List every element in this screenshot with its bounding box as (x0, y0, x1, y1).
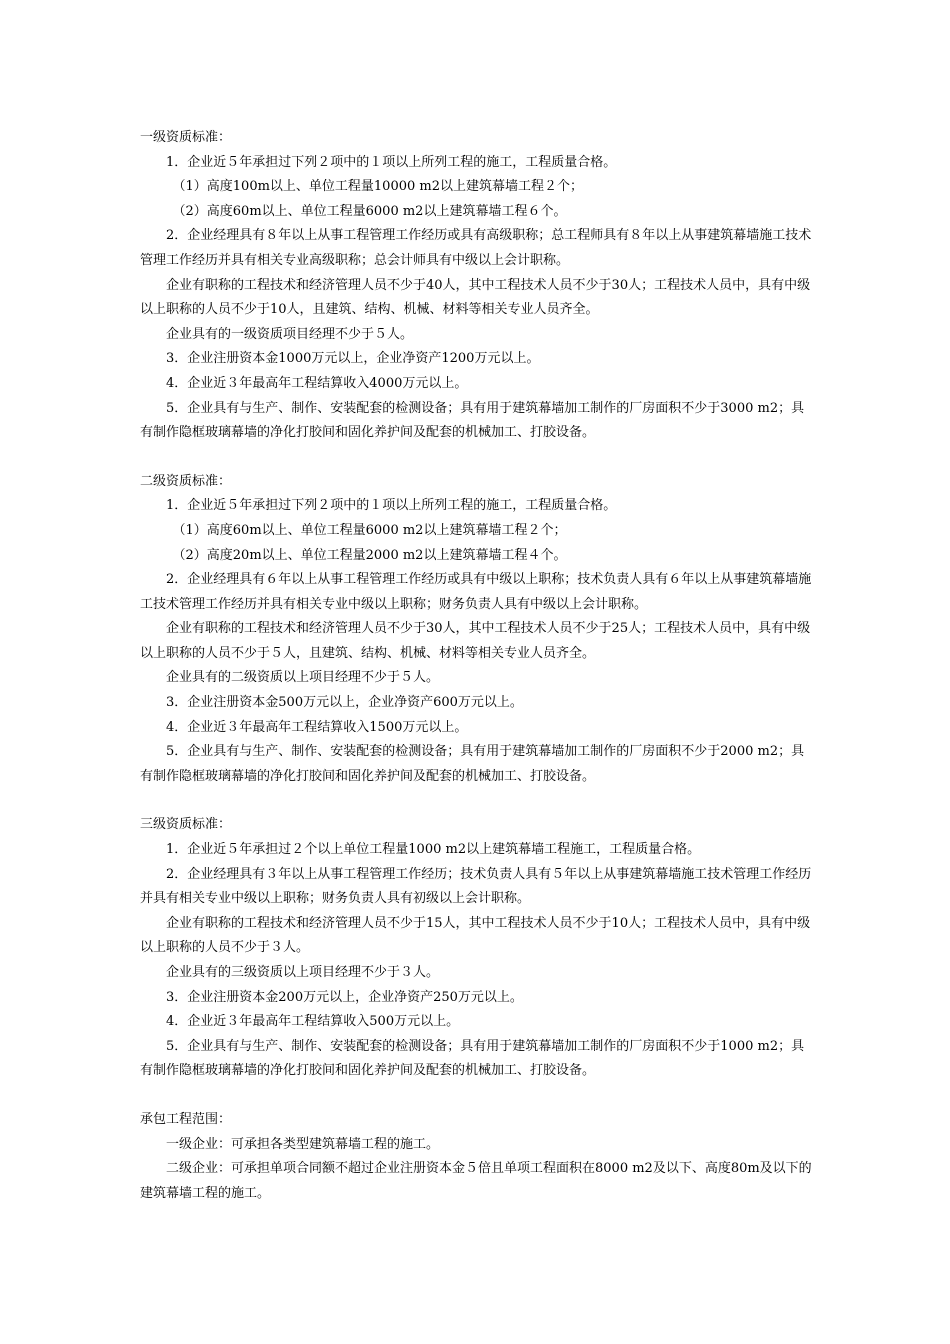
section-title: 一级资质标准： (140, 130, 232, 145)
paragraph: 企业具有的三级资质以上项目经理不少于３人。 (166, 965, 440, 980)
section-spacer (140, 789, 812, 813)
paragraph: 2．企业经理具有６年以上从事工程管理工作经历或具有中级以上职称；技术负责人具有６年以上从事建筑幕墙施工技术管理工作经历并具有相关专业中级以上职称；财务负责人具有中级以上会计职称。 (140, 572, 812, 612)
paragraph: 企业有职称的工程技术和经济管理人员不少于40人，其中工程技术人员不少于30人；工程技术人员中，具有中级以上职称的人员不少于10人，且建筑、结构、机械、材料等相关专业人员齐全。 (140, 277, 811, 318)
paragraph: 企业有职称的工程技术和经济管理人员不少于15人，其中工程技术人员不少于10人；工程技术人员中，具有中级以上职称的人员不少于３人。 (140, 915, 811, 956)
paragraph: 5．企业具有与生产、制作、安装配套的检测设备；具有用于建筑幕墙加工制作的厂房面积不少于2000 m2；具有制作隐框玻璃幕墙的净化打胶间和固化养护间及配套的机械加工、打胶设备。 (140, 744, 805, 784)
paragraph: 3．企业注册资本金200万元以上，企业净资产250万元以上。 (166, 989, 523, 1005)
paragraph: 1．企业近５年承担过下列２项中的１项以上所列工程的施工，工程质量合格。 (166, 154, 617, 170)
section-title: 二级资质标准： (140, 473, 232, 489)
document-body (140, 126, 812, 1206)
paragraph: 一级企业：可承担各类型建筑幕墙工程的施工。 (166, 1136, 440, 1152)
sub-item: （1）高度100m以上、单位工程量10000 m2以上建筑幕墙工程２个； (172, 179, 583, 195)
paragraph: 2．企业经理具有３年以上从事工程管理工作经历；技术负责人具有５年以上从事建筑幕墙施工技术管理工作经历并具有相关专业中级以上职称；财务负责人具有初级以上会计职称。 (140, 866, 812, 907)
section-4 (140, 1108, 812, 1206)
paragraph: 1．企业近５年承担过下列２项中的１项以上所列工程的施工，工程质量合格。 (166, 498, 617, 514)
paragraph: 4．企业近３年最高年工程结算收入4000万元以上。 (166, 375, 468, 391)
paragraph: 5．企业具有与生产、制作、安装配套的检测设备；具有用于建筑幕墙加工制作的厂房面积不少于3000 m2；具有制作隐框玻璃幕墙的净化打胶间和固化养护间及配套的机械加工、打胶设备。 (140, 400, 805, 441)
paragraph: 企业具有的二级资质以上项目经理不少于５人。 (166, 670, 440, 686)
paragraph: 二级企业：可承担单项合同额不超过企业注册资本金５倍且单项工程面积在8000 m2及以下、高度80m及以下的建筑幕墙工程的施工。 (140, 1161, 812, 1201)
paragraph: 企业具有的一级资质项目经理不少于５人。 (166, 326, 414, 342)
paragraph: 1．企业近５年承担过２个以上单位工程量1000 m2以上建筑幕墙工程施工，工程质量合格。 (166, 842, 701, 858)
sub-item: （2）高度20m以上、单位工程量2000 m2以上建筑幕墙工程４个。 (172, 547, 567, 563)
paragraph: 3．企业注册资本金1000万元以上，企业净资产1200万元以上。 (166, 351, 540, 367)
sub-item: （1）高度60m以上、单位工程量6000 m2以上建筑幕墙工程２个； (172, 522, 567, 538)
section-3 (140, 813, 812, 1084)
paragraph: 2．企业经理具有８年以上从事工程管理工作经历或具有高级职称；总工程师具有８年以上从事建筑幕墙施工技术管理工作经历并具有相关专业高级职称；总会计师具有中级以上会计职称。 (140, 228, 812, 268)
section-title: 承包工程范围： (140, 1111, 232, 1127)
paragraph: 4．企业近３年最高年工程结算收入1500万元以上。 (166, 719, 468, 735)
section-spacer (140, 446, 812, 470)
paragraph: 企业有职称的工程技术和经济管理人员不少于30人，其中工程技术人员不少于25人；工程技术人员中，具有中级以上职称的人员不少于５人，且建筑、结构、机械、材料等相关专业人员齐全。 (140, 621, 811, 661)
section-spacer (140, 1084, 812, 1108)
section-2 (140, 470, 812, 790)
section-1 (140, 126, 812, 446)
section-title: 三级资质标准： (140, 817, 232, 833)
paragraph: 3．企业注册资本金500万元以上，企业净资产600万元以上。 (166, 695, 523, 711)
paragraph: 4．企业近３年最高年工程结算收入500万元以上。 (166, 1014, 460, 1030)
paragraph: 5．企业具有与生产、制作、安装配套的检测设备；具有用于建筑幕墙加工制作的厂房面积不少于1000 m2；具有制作隐框玻璃幕墙的净化打胶间和固化养护间及配套的机械加工、打胶设备。 (140, 1038, 805, 1079)
sub-item: （2）高度60m以上、单位工程量6000 m2以上建筑幕墙工程６个。 (172, 203, 567, 219)
